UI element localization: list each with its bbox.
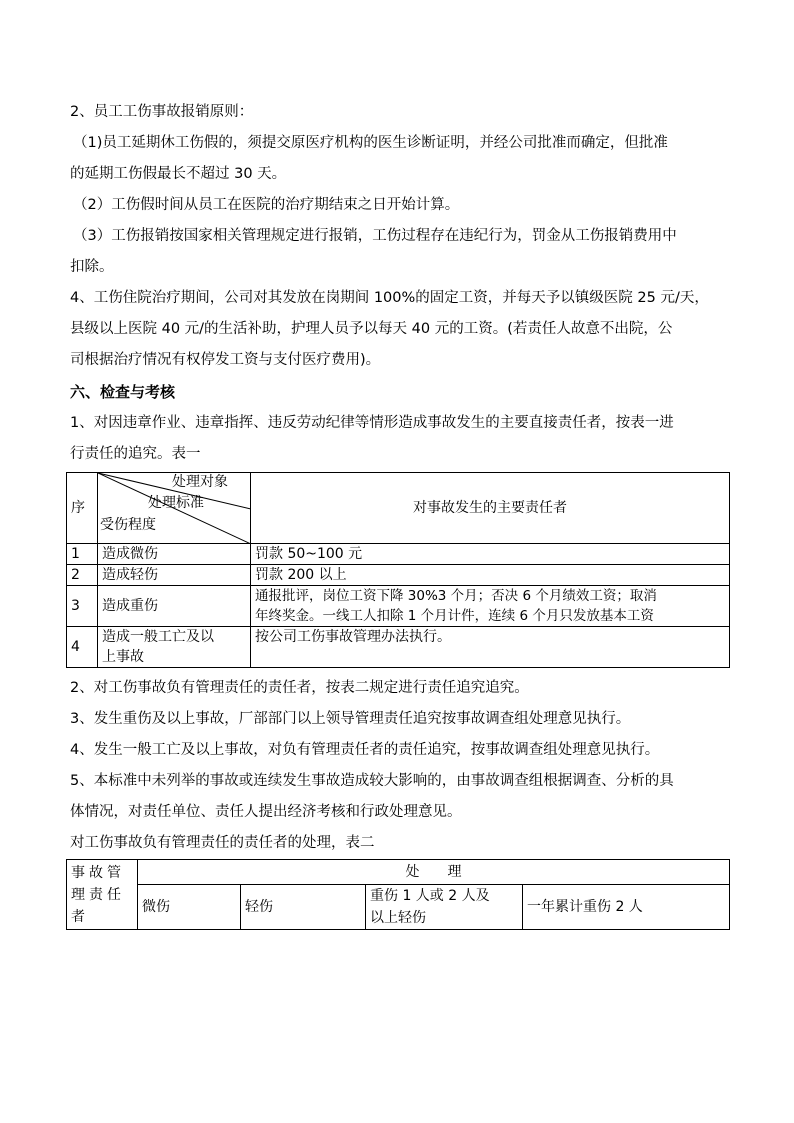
table2-caption: 对工伤事故负有管理责任的责任者的处理，表二: [70, 835, 375, 851]
table2-col0: [67, 860, 138, 930]
row-penalty: 罚款 200 以上: [251, 565, 730, 586]
diagonal-header-cell: [98, 473, 251, 544]
table2-c1: 微伤: [138, 885, 241, 930]
col0-line1: 事故管: [71, 864, 125, 881]
table2-c2: 轻伤: [241, 885, 366, 930]
section2-title: 2、员工工伤事故报销原则：: [70, 104, 254, 120]
section2-item1-line2: 的延期工伤假最长不超过 30 天。: [70, 166, 287, 182]
row-penalty: 按公司工伤事故管理办法执行。: [251, 627, 730, 668]
row-level: 造成重伤: [98, 586, 251, 627]
row-no: 4: [67, 627, 98, 668]
management-table: [66, 859, 730, 930]
section2-item3-line2: 扣除。: [70, 259, 114, 275]
after-p5-line2: 体情况，对责任单位、责任人提出经济考核和行政处理意见。: [70, 804, 462, 820]
table2-header: 处 理: [138, 860, 730, 885]
row-no: 2: [67, 565, 98, 586]
row-level: 造成轻伤: [98, 565, 251, 586]
diag-label-top: 处理对象: [172, 474, 228, 490]
after-p4: 4、发生一般工亡及以上事故，对负有管理责任者的责任追究，按事故调查组处理意见执行。: [70, 742, 660, 758]
table2-c4: 一年累计重伤 2 人: [523, 885, 730, 930]
row-penalty: [251, 586, 730, 627]
header-main: 对事故发生的主要责任者: [251, 473, 730, 544]
row-penalty: 罚款 50~100 元: [251, 544, 730, 565]
row-level-line1: 造成一般工亡及以: [102, 629, 214, 645]
c3-line1: 重伤 1 人或 2 人及: [370, 888, 490, 904]
table-header-row: [67, 473, 730, 544]
col0-line3: 者: [71, 908, 85, 925]
col0-line2: 理责任: [71, 886, 125, 903]
section2-item4-line2: 县级以上医院 40 元/的生活补助，护理人员予以每天 40 元的工资。(若责任人故意不出院，公: [70, 321, 673, 337]
section2-item3-line1: （3）工伤报销按国家相关管理规定进行报销，工伤过程存在违纪行为，罚金从工伤报销费用中: [73, 228, 677, 244]
table2-c3: [366, 885, 523, 930]
after-p5-line1: 5、本标准中未列举的事故或连续发生事故造成较大影响的，由事故调查组根据调查、分析的具: [70, 773, 674, 789]
penalty-table: [66, 472, 730, 668]
section6-heading: 六、检查与考核: [70, 383, 176, 401]
table2-header-row: [67, 860, 730, 885]
table-row: [67, 565, 730, 586]
table2-row: [67, 885, 730, 930]
row-level: 造成微伤: [98, 544, 251, 565]
header-seq: 序: [67, 473, 98, 544]
section2-item1-line1: （1)员工延期休工伤假的，须提交原医疗机构的医生诊断证明，并经公司批准而确定，但批准: [73, 135, 668, 151]
row-no: 3: [67, 586, 98, 627]
table-row: [67, 627, 730, 668]
table-row: [67, 586, 730, 627]
row-level: [98, 627, 251, 668]
section6-p1-line2: 行责任的追究。表一: [70, 446, 201, 462]
row-level-line2: 上事故: [102, 649, 144, 665]
table-row: [67, 544, 730, 565]
diag-label-mid: 处理标准: [148, 495, 204, 511]
diag-label-bottom: 受伤程度: [100, 517, 156, 533]
section2-item2: （2）工伤假时间从员工在医院的治疗期结束之日开始计算。: [73, 197, 460, 213]
section6-p1-line1: 1、对因违章作业、违章指挥、违反劳动纪律等情形造成事故发生的主要直接责任者，按表一进: [70, 415, 674, 431]
row-penalty-line2: 年终奖金。一线工人扣除 1 个月计件，连续 6 个月只发放基本工资: [255, 608, 654, 624]
row-no: 1: [67, 544, 98, 565]
section2-item4-line1: 4、工伤住院治疗期间，公司对其发放在岗期间 100%的固定工资，并每天予以镇级医院 25 元/天，: [70, 290, 709, 306]
section2-item4-line3: 司根据治疗情况有权停发工资与支付医疗费用)。: [70, 352, 381, 368]
after-p2: 2、对工伤事故负有管理责任的责任者，按表二规定进行责任追究追究。: [70, 680, 529, 696]
row-penalty-line1: 通报批评，岗位工资下降 30%3 个月；否决 6 个月绩效工资；取消: [255, 588, 657, 604]
c3-line2: 以上轻伤: [370, 910, 426, 926]
after-p3: 3、发生重伤及以上事故，厂部部门以上领导管理责任追究按事故调查组处理意见执行。: [70, 711, 631, 727]
